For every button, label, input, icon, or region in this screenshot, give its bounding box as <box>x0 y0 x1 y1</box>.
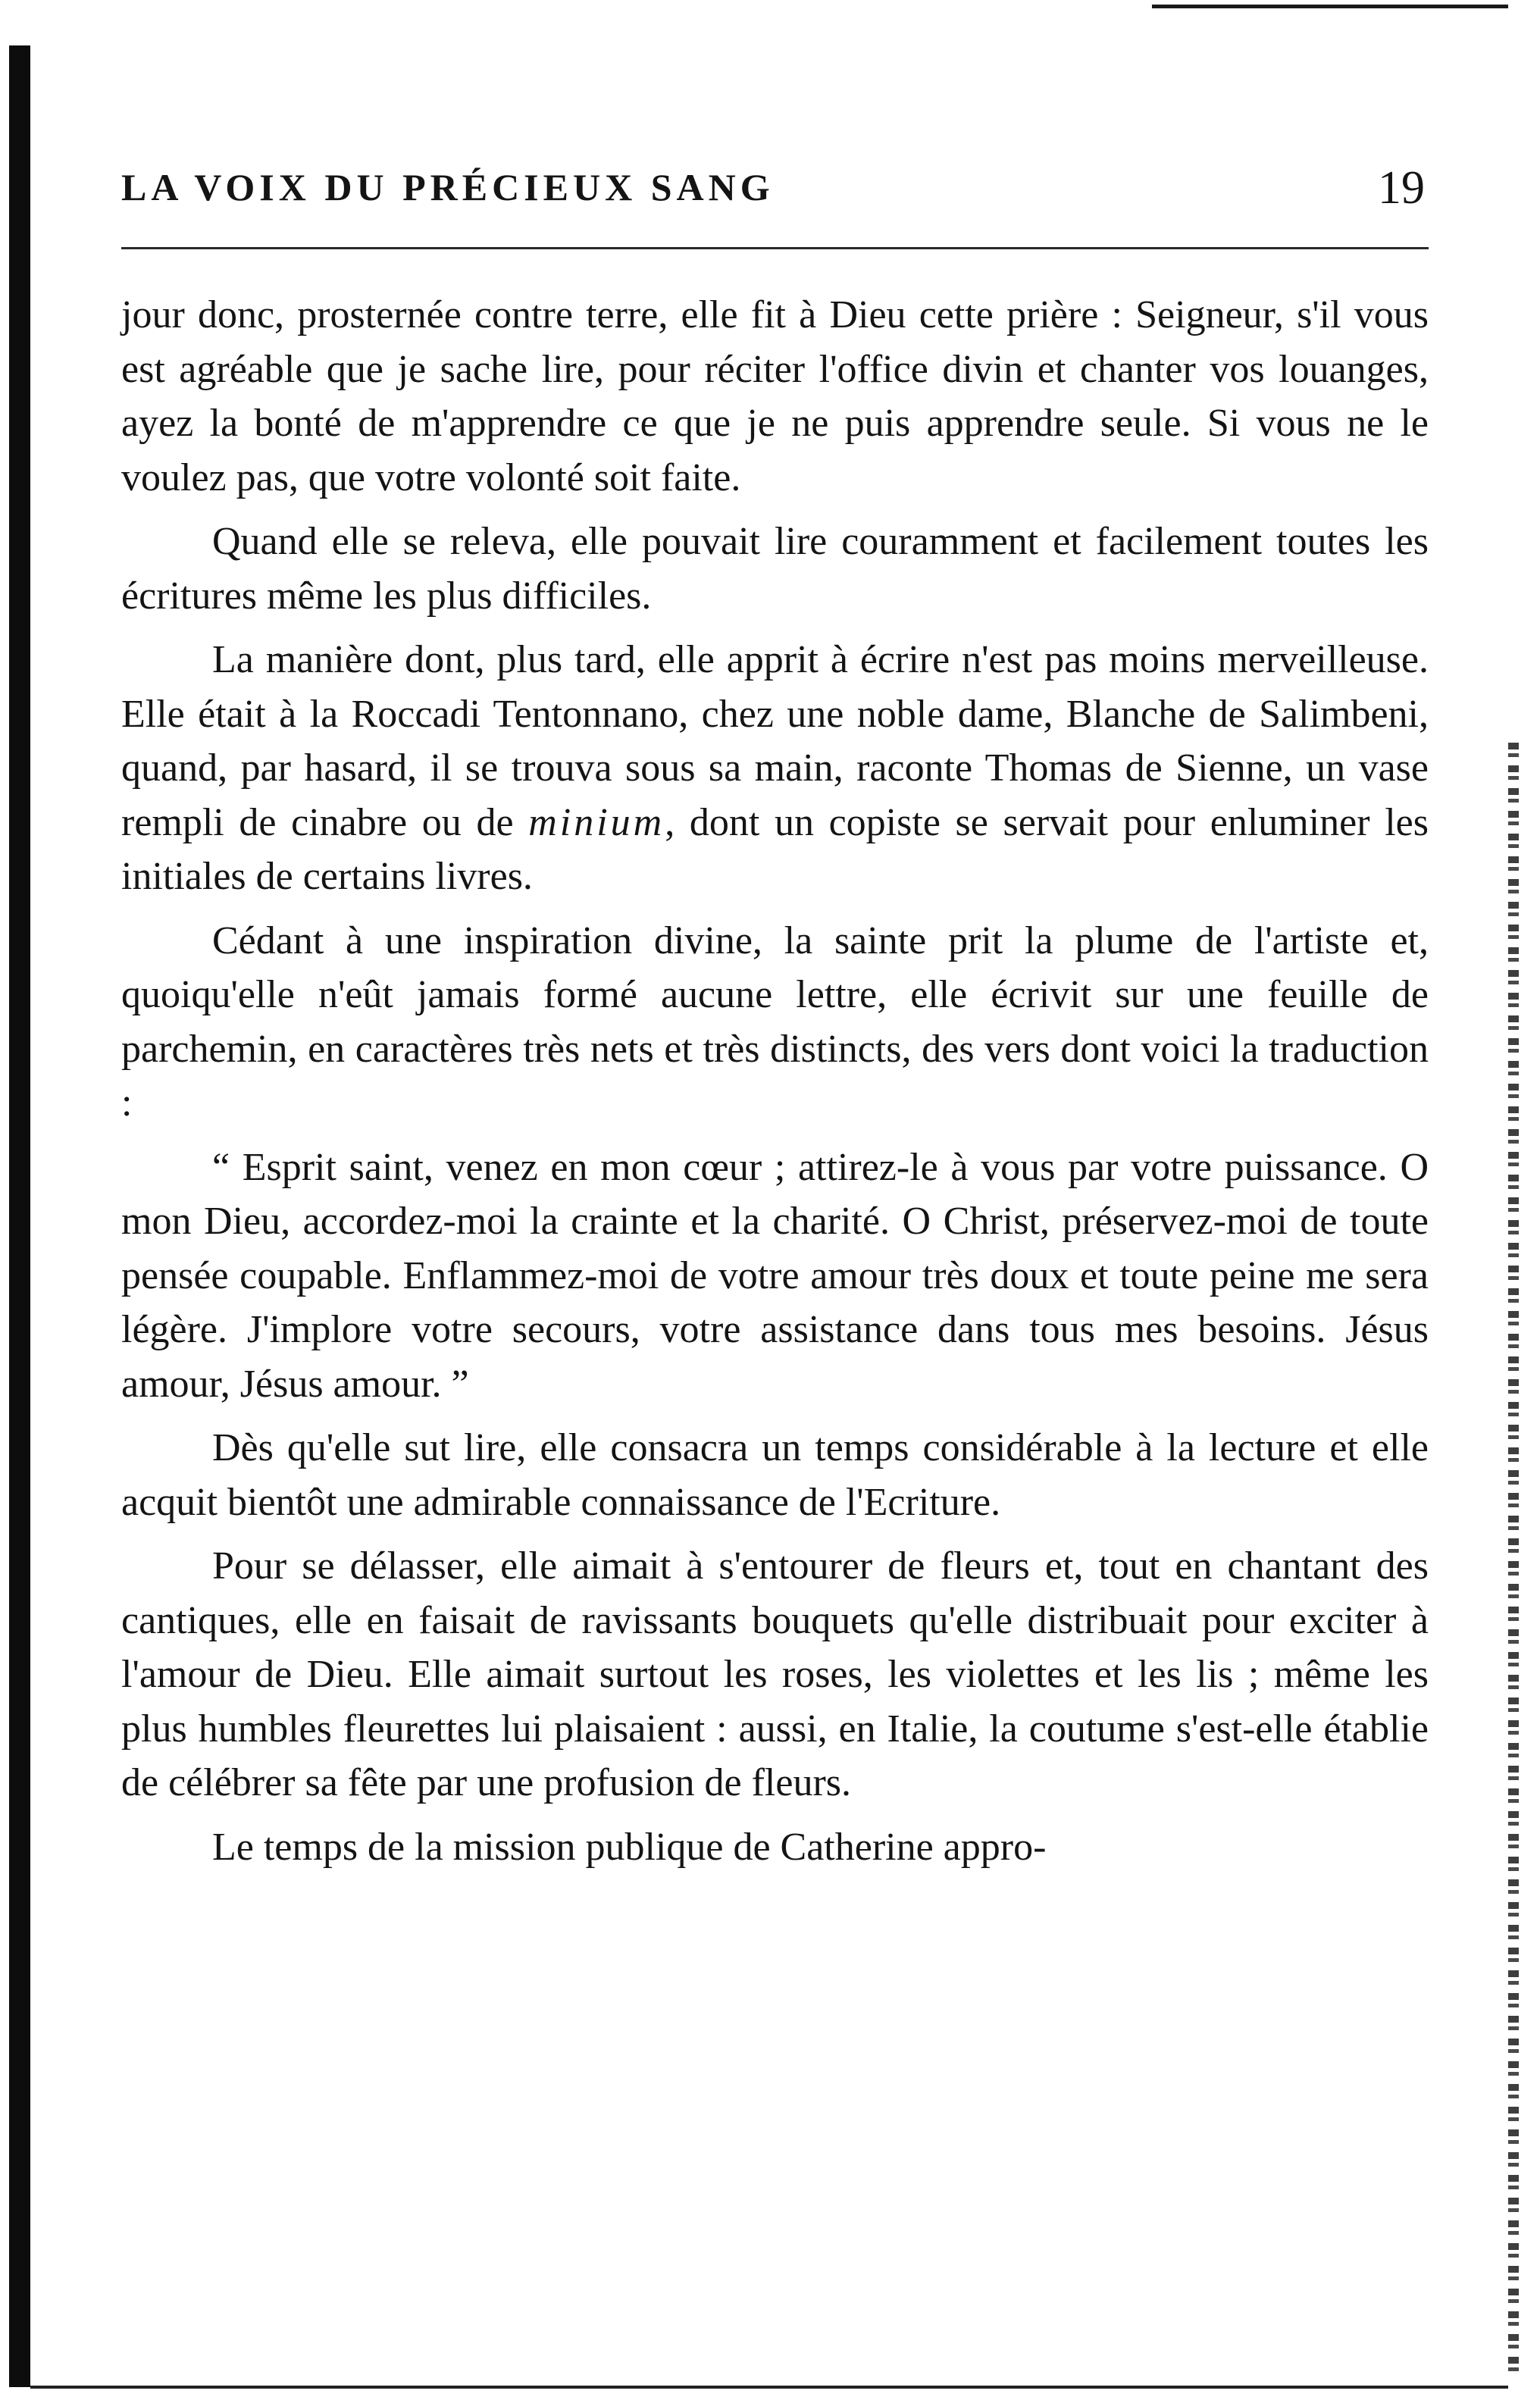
paragraph-writing-text: La manière dont, plus tard, elle apprit à écrire n'est pas moins merveilleuse. Elle était à la Roccadi Tentonnano, chez une noble dame, Blanche de Salimbeni, quand, par hasard, il se trouva sous sa main, raconte Thomas de Sienne, un vase rempli de cinabre ou de <box>121 638 1429 844</box>
paragraph-flowers: Pour se délasser, elle aimait à s'entourer de fleurs et, tout en chantant des cantiques, elle en faisait de ravissants bouquets qu'elle distribuait pour exciter à l'amour de Dieu. Elle aimait surtout les roses, les violettes et les lis ; même les plus humbles fleurettes lui plaisaient : aussi, en Italie, la coutume s'est-elle établie de célébrer sa fête par une profusion de fleurs. <box>121 1544 1429 1804</box>
header-rule <box>121 247 1429 249</box>
scan-top-rule <box>1152 5 1508 8</box>
scan-bottom-rule <box>30 2386 1508 2389</box>
paragraph-verses: “ Esprit saint, venez en mon cœur ; attirez-le à vous par votre puissance. O mon Dieu, accordez-moi la crainte et la charité. O Christ, préservez-moi de toute pensée coupable. Enflammez-moi de votre amour très doux et toute peine me sera légère. J'implore votre secours, votre assistance dans tous mes besoins. Jésus amour, Jésus amour. ” <box>121 1145 1429 1406</box>
paragraph-scripture: Dès qu'elle sut lire, elle consacra un temps considérable à la lecture et elle acquit bientôt une admirable connaissance de l'Ecriture. <box>121 1426 1429 1524</box>
page-body <box>121 288 1429 2349</box>
paragraph-prayer: jour donc, prosternée contre terre, elle fit à Dieu cette prière : Seigneur, s'il vous est agréable que je sache lire, pour réciter l'office divin et chanter vos louanges, ayez la bonté de m'apprendre ce que je ne puis apprendre seule. Si vous ne le voulez pas, que votre volonté soit faite. <box>121 293 1429 499</box>
running-head: LA VOIX DU PRÉCIEUX SANG <box>121 166 775 208</box>
paragraph-inspiration: Cédant à une inspiration divine, la sainte prit la plume de l'artiste et, quoiqu'elle n'eût jamais formé aucune lettre, elle écrivit sur une feuille de parchemin, en caractères très nets et très distincts, des vers dont voici la traduction : <box>121 918 1429 1125</box>
paragraph-reading: Quand elle se releva, elle pouvait lire couramment et facilement toutes les écritures même les plus difficiles. <box>121 520 1429 618</box>
paragraph-mission: Le temps de la mission publique de Catherine appro- <box>212 1825 1047 1869</box>
italic-minium: minium <box>528 800 665 844</box>
scan-page-edge <box>1508 743 1519 2372</box>
scan-binding-edge <box>9 45 30 2387</box>
paragraph-writing <box>121 633 1429 904</box>
paragraph-writing-end: , dont un copiste se servait pour enluminer les initiales de certains livres. <box>121 800 1429 898</box>
page-number: 19 <box>1378 162 1425 214</box>
